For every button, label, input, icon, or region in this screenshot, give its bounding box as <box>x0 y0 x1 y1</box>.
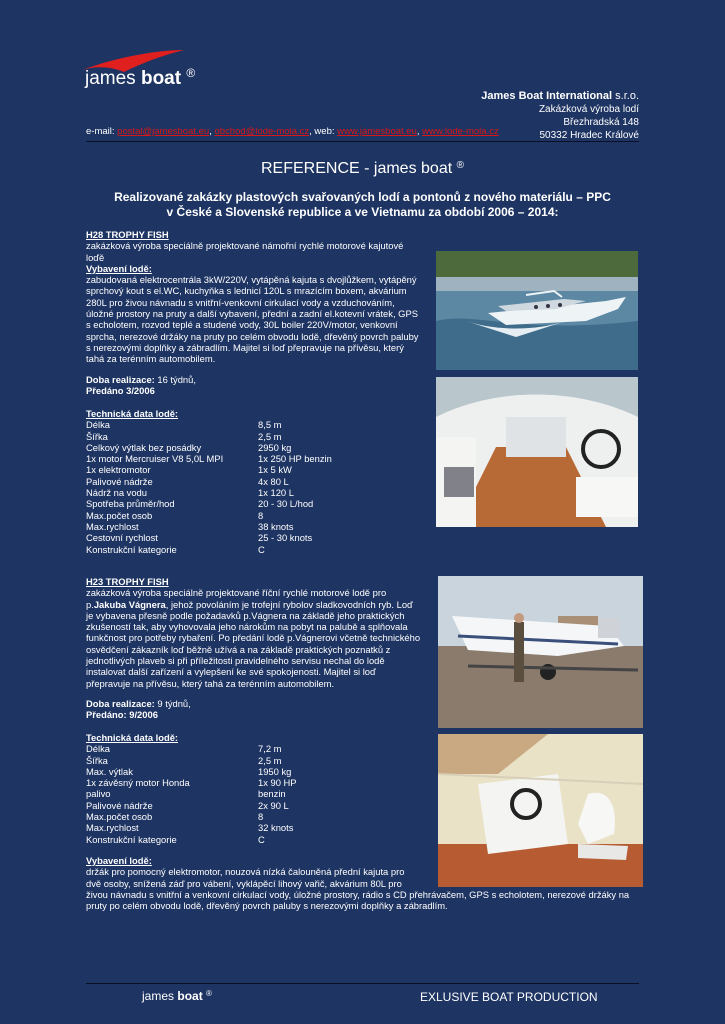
boat2-tech-data: Technická data lodě: Délka 7,2 m Šířka 2,5 m Max. výtlak 1950 kg 1x závěsný motor Honda 1x 90 HP palivo benzin Palivové nádrže 2x 90 L Max.počet osob 8 Max.rychlost 32 knots Konstrukční kategorie C <box>86 732 422 845</box>
tech-value: 25 - 30 knots <box>258 532 313 544</box>
tech-key: Konstrukční kategorie <box>86 833 177 845</box>
tech-key: Max.rychlost <box>86 822 139 834</box>
tech-key: Nádrž na vodu <box>86 487 147 499</box>
tech-value: C <box>258 543 265 555</box>
boat2-equipment: Vybavení lodě: držák pro pomocný elektromotor, nouzová nízká čalouněná přední kajuta pro dvě osoby, snížená záď pro vábení, vyklápěcí lihový vařič, akvárium 80L pro <box>86 855 405 889</box>
tech-key: Délka <box>86 419 110 431</box>
boat2-photo-console <box>438 734 643 887</box>
tech-key: Délka <box>86 743 110 755</box>
boat1-realization: Doba realizace: 16 týdnů, Předáno 3/2006 <box>86 374 196 397</box>
tech-key: Konstrukční kategorie <box>86 543 177 555</box>
tech-key: Palivové nádrže <box>86 799 153 811</box>
tech-value: 2,5 m <box>258 430 282 442</box>
footer-brand: james boat ® <box>142 989 212 1003</box>
tech-key: 1x závěsný motor Honda <box>86 777 190 789</box>
email-link-postal[interactable]: postal@jamesboat.eu <box>117 126 210 137</box>
tech-value: 38 knots <box>258 520 294 532</box>
boat1-tech-data: Technická data lodě: Délka 8,5 m Šířka 2,5 m Celkový výtlak bez posádky 2950 kg 1x motor Mercruiser V8 5,0L MPI 1x 250 HP benzin 1x elektromotor 1x 5 kW Palivové nádrže 4x 80 L Nádrž na vodu 1x 120 L Spotřeba průměr/hod 20 - 30 L/hod Max.počet osob 8 Max.rychlost 38 knots Cestovní rychlost 25 - 30 knots Konstrukční kategorie C <box>86 408 422 555</box>
boat1-photo-exterior <box>436 251 638 370</box>
page-title: REFERENCE - james boat ® <box>261 160 464 177</box>
tech-value: 20 - 30 L/hod <box>258 498 314 510</box>
tech-value: 7,2 m <box>258 743 282 755</box>
tech-value: 2,5 m <box>258 754 282 766</box>
tech-key: Šířka <box>86 430 108 442</box>
tech-value: benzin <box>258 788 286 800</box>
tech-value: 32 knots <box>258 822 294 834</box>
company-address: James Boat International s.r.o. Zakázková výroba lodí Březhradská 148 50332 Hradec Králové <box>481 90 639 141</box>
tech-key: 1x motor Mercruiser V8 5,0L MPI <box>86 453 224 465</box>
boat2-name: H23 TROPHY FISH <box>86 576 169 587</box>
web-link-jamesboat[interactable]: www.jamesboat.eu <box>337 126 417 137</box>
tech-key: Šířka <box>86 754 108 766</box>
tech-value: 8 <box>258 811 264 823</box>
tech-key: Max. výtlak <box>86 765 133 777</box>
tech-key: Max.rychlost <box>86 520 139 532</box>
tech-value: C <box>258 833 265 845</box>
footer-divider <box>86 983 639 984</box>
tech-key: palivo <box>86 788 111 800</box>
boat2-realization: Doba realizace: 9 týdnů, Předáno: 9/2006 <box>86 698 191 721</box>
tech-key: 1x elektromotor <box>86 464 151 476</box>
tech-value: 2950 kg <box>258 441 292 453</box>
web-link-lode-mola[interactable]: www.lode-mola.cz <box>422 126 499 137</box>
tech-value: 2x 90 L <box>258 799 289 811</box>
boat1-name: H28 TROPHY FISH <box>86 229 169 240</box>
tech-key: Max.počet osob <box>86 811 153 823</box>
tech-key: Palivové nádrže <box>86 475 153 487</box>
footer-slogan: EXLUSIVE BOAT PRODUCTION <box>420 990 598 1004</box>
tech-value: 1x 250 HP benzin <box>258 453 332 465</box>
page-subtitle: Realizované zakázky plastových svařovaných lodí a pontonů z nového materiálu – PPC v České a Slovenské republice a ve Vietnamu za období 2006 – 2014: <box>114 190 611 219</box>
boat1-description: H28 TROPHY FISH zakázková výroba speciálně projektované námořní rychlé motorové kajutové loďě Vybavení lodě: zabudovaná elektrocentrála 3kW/220V, vytápěná kajuta s dvojlůžkem, vytápěný sprchový kout s el.WC, kuchyňka s lednicí 120L s mrazícím boxem, akvárium 280L pro živou návnadu s vnitřní-venkovní cirkulací vody a vzduchováním, úložné prostory na pruty a další vybavení, přední a zadní el.kotevní vrátek, GPS s echolotem, rozvod teplé a studené vody, 30L boiler 220V/motor, venkovní sprcha, nerezové držáky na pruty po celém obvodu lodě, dřevěný povrch paluby s nerezovými doplňky a zábradlím. Majitel si loď přepravuje na přívěsu, který tahá za terénním automobilem. <box>86 229 422 365</box>
email-link-obchod[interactable]: obchod@lode-mola.cz <box>214 126 310 137</box>
boat2-equipment-cont: živou návnadu s vnitřní a venkovní cirkulací vody, úložné prostory, rádio s CD přehrávačem, GPS s echolotem, nerezové držáky na pruty po celém obvodu lodě, dřevěný povrch paluby s nerezovými doplňky a zábradlím. <box>86 889 630 912</box>
tech-value: 4x 80 L <box>258 475 289 487</box>
tech-key: Spotřeba průměr/hod <box>86 498 175 510</box>
tech-value: 1950 kg <box>258 765 292 777</box>
boat2-photo-trailer <box>438 576 643 728</box>
tech-key: Max.počet osob <box>86 509 153 521</box>
tech-value: 1x 90 HP <box>258 777 297 789</box>
logo-text: james boat ® <box>85 66 196 89</box>
tech-value: 8 <box>258 509 264 521</box>
tech-key: Celkový výtlak bez posádky <box>86 441 202 453</box>
header-divider <box>86 141 639 142</box>
boat2-description: H23 TROPHY FISH zakázková výroba speciálně projektované říční rychlé motorové lodě pro p.Jakuba Vágnera, jehož povoláním je trofejní rybolov sladkovodních ryb. Loď je vybavena přesně podle požadavků p.Vágnera na základě jeho praktických zkušeností tak, aby vyhovovala jeho nárokům na pobyt na palubě a splňovala funkčnost pro potřeby rybaření. Po předání lodě p.Vágnerovi včetně technického osvědčení zákazník loď běžně užívá a na základě praktických poznatků z jednotlivých plaveb si při příležitosti pravidelného servisu nechal do lodě instalovat další zařízení a vylepšení ke své spokojenosti. Majitel si loď přepravuje na přívěsu, který tahá za terénním automobilem. <box>86 576 421 689</box>
boat1-photo-interior <box>436 377 638 527</box>
tech-key: Cestovní rychlost <box>86 532 158 544</box>
tech-value: 1x 120 L <box>258 487 294 499</box>
tech-value: 1x 5 kW <box>258 464 292 476</box>
company-name: James Boat International <box>481 90 613 102</box>
contact-line: e-mail: postal@jamesboat.eu, obchod@lode-mola.cz, web: www.jamesboat.eu, www.lode-mola.cz <box>86 126 499 137</box>
tech-value: 8,5 m <box>258 419 282 431</box>
